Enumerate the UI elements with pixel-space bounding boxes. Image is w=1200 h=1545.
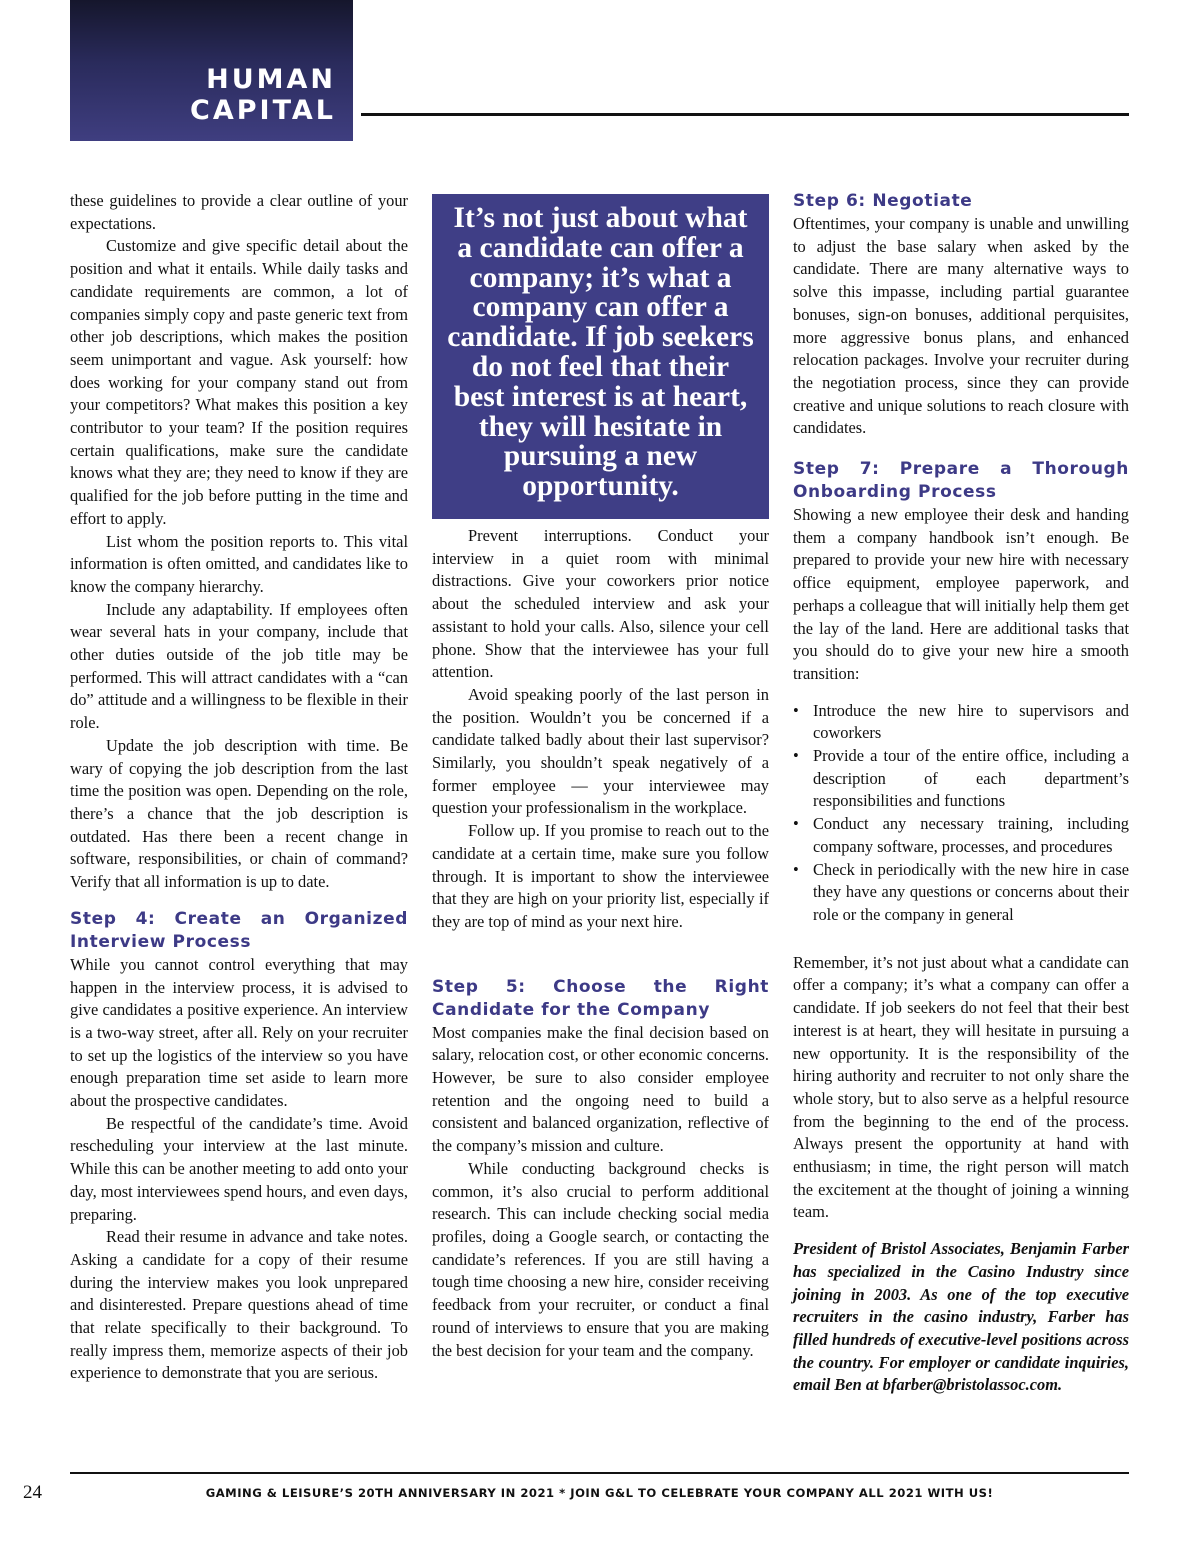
paragraph: Read their resume in advance and take notes. Asking a candidate for a copy of their resume during the interview makes you look unprepared and disinterested. Prepare questions ahead of time that relate specifically to their background. To really impress them, memorize aspects of their job experience to demonstrate that you are serious. <box>70 1227 408 1383</box>
paragraph: Most companies make the final decision based on salary, relocation cost, or other economic concerns. However, be sure to also consider employee retention and the ongoing need to build a consistent and balanced organization, reflective of the company’s mission and culture. <box>432 1022 769 1156</box>
section-title-line1: HUMAN <box>206 64 336 95</box>
pull-quote: It’s not just about what a candidate can offer a company; it’s what a company can offer a candidate. If job seekers do not feel that their best interest is at heart, they will hesitate in pursuing a new opportunity. <box>432 194 769 519</box>
paragraph: List whom the position reports to. This vital information is often omitted, and candidates like to know the company hierarchy. <box>70 531 408 596</box>
column-2 <box>432 525 769 1362</box>
step-7-heading: Step 7: Prepare a Thorough Onboarding Process <box>793 459 1129 503</box>
onboarding-task-list <box>793 700 1129 927</box>
column-3 <box>793 190 1129 1397</box>
paragraph: Follow up. If you promise to reach out to the candidate at a certain time, make sure you follow through. It is important to show the interviewee that they are high on your priority list, especially if they are top of mind as your next hire. <box>432 821 769 931</box>
list-item: • Introduce the new hire to supervisors and coworkers <box>793 700 1129 745</box>
paragraph: Oftentimes, your company is unable and unwilling to adjust the base salary when asked by the candidate. There are many alternative ways to solve this impasse, including partial guarantee bonuses, sign-on bonuses, additional perquisites, more aggressive bonus plans, and enhanced relocation packages. Involve your recruiter during the negotiation process, since they can provide creative and unique solutions to reach closure with candidates. <box>793 214 1129 438</box>
section-title-line2: CAPITAL <box>190 95 336 126</box>
paragraph: While conducting background checks is common, it’s also crucial to perform additional research. This can include checking social media profiles, doing a Google search, or contacting the candidate’s references. If you are still having a tough time choosing a new hire, consider receiving feedback from your recruiter, or conduct a final round of interviews to ensure that you are making the best decision for your team and the company. <box>432 1158 769 1360</box>
paragraph: Showing a new employee their desk and handing them a company handbook isn’t enough. Be prepared to provide your new hire with necessary office equipment, employee paperwork, and perhaps a colleague that will initially help them get the lay of the land. Here are additional tasks that you should do to give your new hire a smooth transition: <box>793 505 1129 683</box>
paragraph: While you cannot control everything that may happen in the interview process, it is advised to give candidates a positive experience. An interview is a two-way street, after all. Rely on your recruiter to set up the logistics of the interview so you have enough preparation time set aside to learn more about the prospective candidates. <box>70 954 408 1111</box>
list-item: • Check in periodically with the new hire in case they have any questions or concerns about their role or the company in general <box>793 859 1129 927</box>
paragraph: Include any adaptability. If employees often wear several hats in your company, include that other duties outside of the job title may be performed. This will attract candidates with a “can do” attitude and a willingness to be flexible in their role. <box>70 599 408 733</box>
footer-rule <box>70 1472 1129 1474</box>
paragraph: these guidelines to provide a clear outline of your expectations. <box>70 191 408 233</box>
step-6-heading: Step 6: Negotiate <box>793 191 973 211</box>
paragraph: Update the job description with time. Be wary of copying the job description from the last time the position was open. Depending on the role, there’s a chance that the job description is outdated. Has there been a recent change in software, responsibilities, or chain of command? Verify that all information is up to date. <box>70 735 408 892</box>
section-header-box <box>70 0 353 141</box>
paragraph: Prevent interruptions. Conduct your interview in a quiet room with minimal distractions. Give your coworkers prior notice about the scheduled interview and ask your assistant to hold your calls. Also, silence your cell phone. Show that the interviewee has your full attention. <box>432 526 769 682</box>
list-item: • Provide a tour of the entire office, including a description of each department’s responsibilities and functions <box>793 745 1129 813</box>
footer-banner-text: GAMING & LEISURE’S 20TH ANNIVERSARY IN 2021 * JOIN G&L TO CELEBRATE YOUR COMPANY ALL 2021 WITH US! <box>205 1486 994 1500</box>
step-4-heading: Step 4: Create an Organized Interview Process <box>70 908 408 952</box>
header-rule <box>361 113 1129 116</box>
author-bio: President of Bristol Associates, Benjamin Farber has specialized in the Casino Industry since joining in 2003. As one of the top executive recruiters in the casino industry, Farber has filled hundreds of executive-level positions across the country. For employer or candidate inquiries, email Ben at bfarber@bristolassoc.com. <box>793 1239 1129 1395</box>
list-item: • Conduct any necessary training, including company software, processes, and procedures <box>793 813 1129 858</box>
paragraph: Customize and give specific detail about the position and what it entails. While daily tasks and candidate requirements are common, a lot of companies simply copy and paste generic text from other job descriptions, which makes the position seem unimportant and vague. Ask yourself: how does working for your company stand out from your competitors? What makes this position a key contributor to your team? If the position requires certain qualifications, make sure the candidate knows what they are; they need to know if they are qualified for the job before putting in the time and effort to apply. <box>70 236 408 528</box>
paragraph: Avoid speaking poorly of the last person in the position. Wouldn’t you be concerned if a candidate talked badly about their last supervisor? Similarly, you shouldn’t speak negatively of a former employee — your interviewee may question your professionalism in the workplace. <box>432 684 769 818</box>
paragraph: Remember, it’s not just about what a candidate can offer a company; it’s what a company can offer a candidate. If job seekers do not feel that their best interest is at heart, they will hesitate in pursuing a new opportunity. It is the responsibility of the hiring authority and recruiter to not only share the whole story, but to also serve as a helpful resource from the beginning to the end of the process. Always present the opportunity at hand with enthusiasm; in time, the right person will match the excitement at the thought of joining a winning team. <box>793 952 1129 1222</box>
paragraph: Be respectful of the candidate’s time. Avoid rescheduling your interview at the last minute. While this can be another meeting to add onto your day, most interviewees spend hours, and even days, preparing. <box>70 1113 408 1224</box>
section-title <box>190 64 336 126</box>
page-number: 24 <box>23 1482 42 1503</box>
column-1 <box>70 190 408 1385</box>
step-5-heading: Step 5: Choose the Right Candidate for the Company <box>432 976 769 1020</box>
